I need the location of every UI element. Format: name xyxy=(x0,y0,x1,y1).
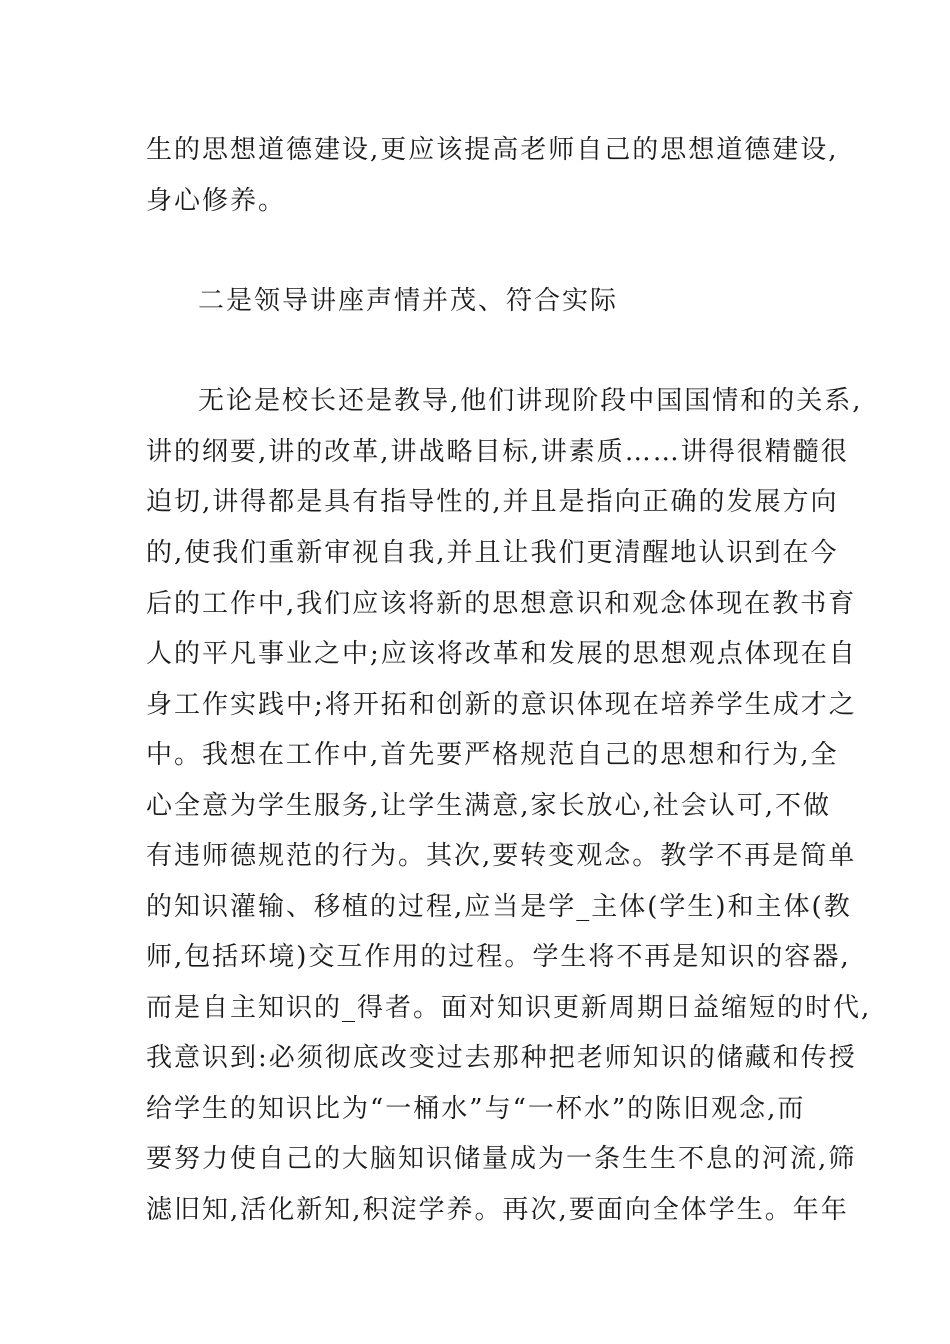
paragraph-line: 无论是校长还是教导,他们讲现阶段中国国情和的关系, xyxy=(198,386,863,416)
paragraph-line: 后的工作中,我们应该将新的思想意识和观念体现在教书育 xyxy=(146,589,857,619)
paragraph-line: 我意识到:必须彻底改变过去那种把老师知识的储藏和传授 xyxy=(146,1043,857,1073)
paragraph-line: 身工作实践中;将开拓和创新的意识体现在培养学生成才之 xyxy=(146,690,857,720)
paragraph-line: 心全意为学生服务,让学生满意,家长放心,社会认可,不做 xyxy=(146,791,832,821)
paragraph-line: 生的思想道德建设,更应该提高老师自己的思想道德建设, xyxy=(146,135,839,165)
paragraph-line: 而是自主知识的_得者。面对知识更新周期日益缩短的时代, xyxy=(146,993,872,1023)
paragraph-line: 讲的纲要,讲的改革,讲战略目标,讲素质……讲得很精髓很 xyxy=(146,437,849,467)
section-heading: 二是领导讲座声情并茂、符合实际 xyxy=(198,286,619,316)
paragraph-line: 的知识灌输、移植的过程,应当是学_主体(学生)和主体(教 xyxy=(146,892,852,922)
paragraph-line: 要努力使自己的大脑知识储量成为一条生生不息的河流,筛 xyxy=(146,1144,857,1174)
paragraph-line: 人的平凡事业之中;应该将改革和发展的思想观点体现在自 xyxy=(146,639,857,669)
paragraph-line: 身心修养。 xyxy=(146,186,287,216)
paragraph-line: 有违师德规范的行为。其次,要转变观念。教学不再是简单 xyxy=(146,841,857,871)
paragraph-line: 的,使我们重新审视自我,并且让我们更清醒地认识到在今 xyxy=(146,538,839,568)
paragraph-line: 滤旧知,活化新知,积淀学养。再次,要面向全体学生。年年 xyxy=(146,1195,849,1225)
paragraph-line: 师,包括环境)交互作用的过程。学生将不再是知识的容器, xyxy=(146,942,851,972)
paragraph-line: 给学生的知识比为“一桶水”与“一杯水”的陈旧观念,而 xyxy=(146,1094,806,1124)
paragraph-line: 迫切,讲得都是具有指导性的,并且是指向正确的发展方向 xyxy=(146,487,839,517)
paragraph-line: 中。我想在工作中,首先要严格规范自己的思想和行为,全 xyxy=(146,740,839,770)
